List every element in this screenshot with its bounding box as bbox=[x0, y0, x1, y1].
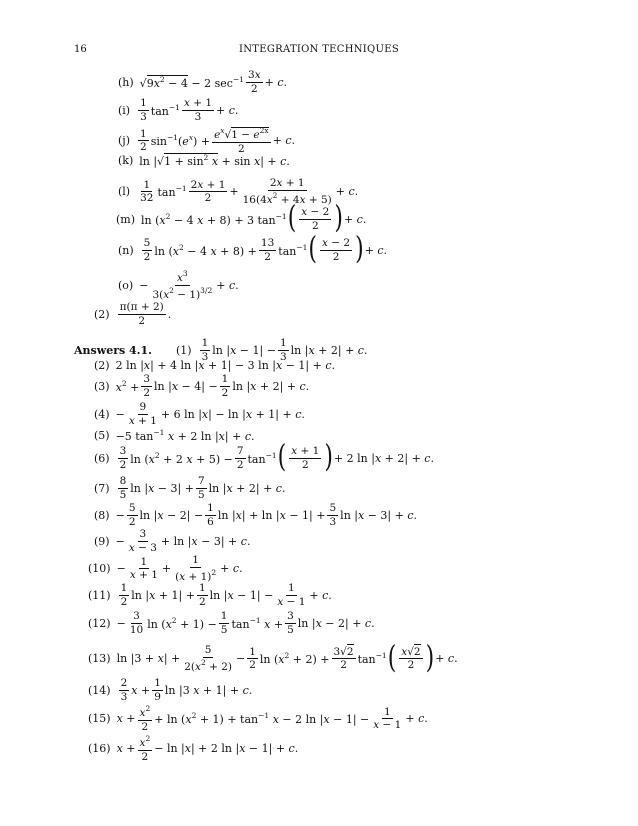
label-a3: (3) bbox=[94, 379, 110, 393]
label-a8: (8) bbox=[94, 508, 110, 522]
answers-heading-row: Answers 4.1. (1) $\frac{1}{3}$ ln |x − 1| − $\frac{1}{3}$ ln |x + 2| + c. bbox=[74, 337, 368, 363]
answer-a12: (12) − $\frac{3}{10}$ $\ln (x^2 + 1)$ − $\frac{1}{5}$ $\tan^{-1} x$ + $\frac{3}{5}$ ln |x − 2| + c. bbox=[88, 610, 375, 636]
answer-a4: (4) − $\frac{9}{x + 1}$ + 6 ln |x| − ln |x + 1| + c. bbox=[94, 401, 305, 427]
label-l: (l) bbox=[118, 185, 131, 198]
label-a11: (11) bbox=[88, 588, 111, 602]
label-n: (n) bbox=[118, 243, 134, 257]
label-a15: (15) bbox=[88, 712, 111, 725]
answer-a8: (8) − $\frac{5}{2}$ ln |x − 2| − $\frac{1}{6}$ ln |x| + ln |x − 1| + $\frac{5}{3}$ ln |x − 3| + c. bbox=[94, 502, 417, 528]
label-h: (h) bbox=[118, 75, 134, 89]
label-o: (o) bbox=[118, 278, 134, 292]
label-a14: (14) bbox=[88, 683, 111, 697]
label-a7: (7) bbox=[94, 481, 110, 495]
label-a12: (12) bbox=[88, 616, 111, 630]
answer-a15: (15) x + $\frac{x^2}{2}$ + $\ln (x^2 + 1) + \tan^{-1} x - 2$ ln |x − 1| − $\frac{1}{x - 1}$ + c. bbox=[88, 704, 428, 733]
label-a10: (10) bbox=[88, 562, 111, 575]
answer-a10: (10) − $\frac{1}{x + 1}$ + $\frac{1}{(x + 1)^2}$ + c. bbox=[88, 554, 243, 583]
answer-2-part: (2) $\frac{\pi(\pi + 2)}{2}$ . bbox=[94, 301, 172, 327]
answer-a9: (9) − $\frac{3}{x - 3}$ + ln |x − 3| + c. bbox=[94, 528, 251, 554]
answer-a13: (13) ln |3 + x| + $\frac{5}{2(x^2 + 2)}$ − $\frac{1}{2}$ $\ln (x^2 + 2)$ + $\frac{3√2}{2}$ $\tan^{-1}$ ( $\frac{x√2}{2}$ ) + c. bbox=[88, 640, 458, 676]
label-a2: (2) bbox=[94, 359, 110, 372]
answer-n: (n) $\frac{5}{2}$ $\ln (x^2 - 4$ x + 8) + $\frac{13}{2}$ $\tan^{-1}$ ( $\frac{x - 2}{2}$ ) + c. bbox=[118, 231, 388, 267]
answer-k: (k) $\ln |√1 + \sin^2 x + \sin x| + c$. bbox=[118, 153, 290, 168]
label-a4: (4) bbox=[94, 407, 110, 421]
label-a1: (1) bbox=[175, 343, 192, 357]
page-number: 16 bbox=[74, 44, 87, 55]
answer-a14: (14) $\frac{2}{3}$ x + $\frac{1}{9}$ ln |3 x + 1| + c. bbox=[88, 677, 253, 703]
answer-m: (m) $\ln (x^2 - 4$ x + 8) + 3 $\tan^{-1}$ ( $\frac{x - 2}{2}$ ) + c. bbox=[116, 200, 367, 236]
answer-l: (l) $\frac{1}{32}$ $\tan^{-1}$ $\frac{2x + 1}{2}$ + $\frac{2x + 1}{16(4x^2 + 4x + 5)}$ + c. bbox=[118, 177, 359, 206]
label-k: (k) bbox=[118, 154, 134, 167]
answer-a11: (11) $\frac{1}{2}$ ln |x + 1| + $\frac{1}{2}$ ln |x − 1| − $\frac{1}{x - 1}$ + c. bbox=[88, 582, 332, 608]
label-a9: (9) bbox=[94, 534, 110, 548]
answer-a16: (16) x + $\frac{x^2}{2}$ − ln |x| + 2 ln |x − 1| + c. bbox=[88, 734, 299, 763]
running-title: INTEGRATION TECHNIQUES bbox=[238, 44, 400, 55]
label-a5: (5) bbox=[94, 429, 110, 442]
answer-a6: (6) $\frac{3}{2}$ $\ln (x^2 + 2$ x + 5) − $\frac{7}{2}$ $\tan^{-1}$ ( $\frac{x + 1}{2}$ ) + 2 ln |x + 2| + c. bbox=[94, 439, 434, 475]
answer-j: (j) $\frac{1}{2}$ $\sin^{-1}(e^x)$ + $\frac{e^x√1 - e^{2x}}{2}$ + c. bbox=[118, 126, 295, 155]
answer-a7: (7) $\frac{8}{5}$ ln |x − 3| + $\frac{7}{5}$ ln |x + 2| + c. bbox=[94, 475, 286, 501]
answer-a5: (5) −5 $\tan^{-1} x + 2$ ln |x| + c. bbox=[94, 428, 255, 443]
answer-i: (i) $\frac{1}{3}$ $\tan^{-1}$ $\frac{x + 1}{3}$ + c. bbox=[118, 97, 239, 123]
answer-a3: (3) $x^2$ + $\frac{3}{2}$ ln |x − 4| − $\frac{1}{2}$ ln |x + 2| + c. bbox=[94, 373, 310, 399]
answers-heading: Answers 4.1. bbox=[74, 343, 152, 357]
label-p2: (2) bbox=[94, 307, 110, 321]
label-j: (j) bbox=[118, 134, 130, 147]
label-m: (m) bbox=[116, 212, 136, 226]
label-i: (i) bbox=[118, 103, 131, 117]
label-a6: (6) bbox=[94, 451, 110, 465]
label-a16: (16) bbox=[88, 742, 111, 755]
label-a13: (13) bbox=[88, 652, 111, 665]
answer-o: (o) − $\frac{x^3}{3(x^2 - 1)^{3/2}}$ + c. bbox=[118, 269, 239, 301]
answer-h: (h) $√9x^2 - 4 - 2$ $\sec^{-1}$ $\frac{3x}{2}$ + c. bbox=[118, 69, 287, 95]
answer-a2: (2) 2 ln |x| + 4 ln |x + 1| − 3 ln |x − 1| + c. bbox=[94, 359, 336, 372]
